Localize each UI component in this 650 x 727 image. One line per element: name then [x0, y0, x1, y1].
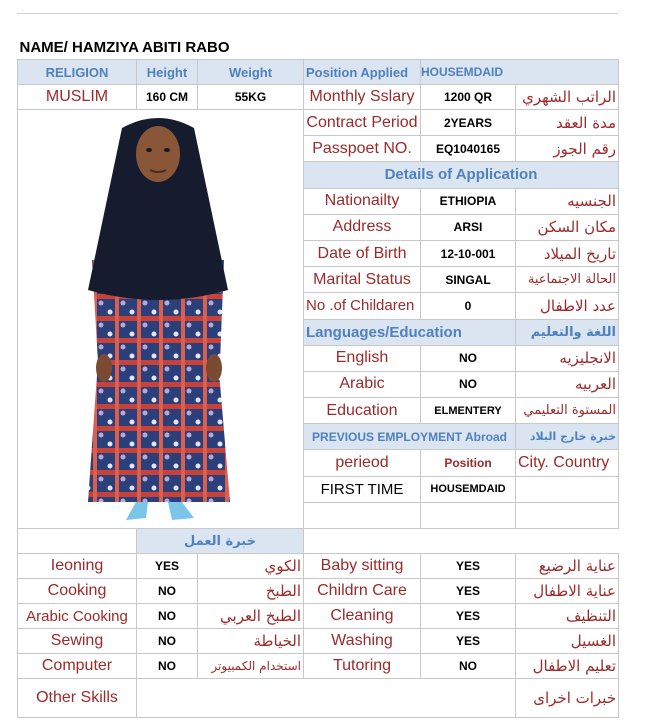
skill-left-value-3: NO: [137, 629, 198, 654]
skill-left-label-4: Computer: [18, 654, 137, 679]
lang-value-2: ELMENTERY: [421, 398, 516, 424]
contract-label-1: Contract Period: [304, 110, 421, 136]
skill-left-value-1: NO: [137, 579, 198, 604]
prev-position-value: HOUSEMDAID: [421, 476, 516, 502]
contract-label-0: Monthly Sslary: [304, 85, 421, 110]
detail-ar-0: الجنسيه: [516, 188, 619, 214]
prev-col-period: perieod: [304, 450, 421, 476]
weight-header: Weight: [198, 60, 304, 85]
detail-value-3: SINGAL: [421, 267, 516, 293]
detail-label-0: Nationailty: [304, 188, 421, 214]
detail-label-2: Date of Birth: [304, 240, 421, 266]
lang-label-2: Education: [304, 398, 421, 424]
languages-header: Languages/Education: [304, 319, 516, 345]
skill-right-ar-1: عناية الاطفال: [516, 579, 619, 604]
lang-value-0: NO: [421, 345, 516, 371]
skill-right-ar-3: الغسيل: [516, 629, 619, 654]
contract-ar-1: مدة العقد: [516, 110, 619, 136]
detail-ar-1: مكان السكن: [516, 214, 619, 240]
lang-label-0: English: [304, 345, 421, 371]
skill-right-label-0: Baby sitting: [304, 554, 421, 579]
skill-right-value-1: YES: [421, 579, 516, 604]
skill-right-label-3: Washing: [304, 629, 421, 654]
detail-ar-3: الحالة الاجتماعية: [516, 267, 619, 293]
skill-left-ar-2: الطبخ العربي: [198, 604, 304, 629]
detail-ar-4: عدد الاطفال: [516, 293, 619, 319]
other-skills-label: Other Skills: [18, 679, 137, 718]
top-gridline: [17, 13, 618, 14]
skill-left-label-2: Arabic Cooking: [18, 604, 137, 629]
skill-left-label-3: Sewing: [18, 629, 137, 654]
lang-value-1: NO: [421, 371, 516, 397]
skill-right-label-4: Tutoring: [304, 654, 421, 679]
application-table: [17, 35, 619, 718]
skill-right-value-3: YES: [421, 629, 516, 654]
lang-ar-2: المستوة التعليمي: [516, 398, 619, 424]
prev-country-value: [516, 476, 619, 502]
detail-value-1: ARSI: [421, 214, 516, 240]
skill-right-label-2: Cleaning: [304, 604, 421, 629]
skill-right-label-1: Childrn Care: [304, 579, 421, 604]
lang-ar-1: العربيه: [516, 371, 619, 397]
skill-left-ar-0: الكوي: [198, 554, 304, 579]
details-header: Details of Application: [304, 162, 619, 188]
skill-left-label-0: Ieoning: [18, 554, 137, 579]
detail-label-3: Marital Status: [304, 267, 421, 293]
application-sheet: [17, 35, 618, 718]
photo-figure: [18, 110, 300, 528]
skill-left-value-0: YES: [137, 554, 198, 579]
contract-value-2: EQ1040165: [421, 136, 516, 162]
detail-label-4: No .of Childaren: [304, 293, 421, 319]
other-skills-value: [137, 679, 516, 718]
contract-ar-0: الراتب الشهري: [516, 85, 619, 110]
lang-label-1: Arabic: [304, 371, 421, 397]
skill-right-ar-2: التنظيف: [516, 604, 619, 629]
skill-left-ar-1: الطبخ: [198, 579, 304, 604]
skill-right-ar-4: تعليم الاطفال: [516, 654, 619, 679]
skill-right-ar-0: عناية الرضيع: [516, 554, 619, 579]
skill-left-ar-3: الخياطة: [198, 629, 304, 654]
skill-left-label-1: Cooking: [18, 579, 137, 604]
detail-value-4: 0: [421, 293, 516, 319]
prev-col-position: Position: [421, 450, 516, 476]
skill-right-value-4: NO: [421, 654, 516, 679]
applicant-name: NAME/ HAMZIYA ABITI RABO: [18, 35, 421, 60]
languages-header-ar: اللغة والتعليم: [516, 319, 619, 345]
work-experience-header: خبرة العمل: [137, 529, 304, 554]
religion-value: MUSLIM: [18, 85, 137, 110]
skill-right-value-2: YES: [421, 604, 516, 629]
weight-value: 55KG: [198, 85, 304, 110]
height-header: Height: [137, 60, 198, 85]
skill-left-value-2: NO: [137, 604, 198, 629]
prev-period-value: FIRST TIME: [304, 476, 421, 502]
skill-left-ar-4: استخدام الكمبيوتر: [198, 654, 304, 679]
detail-value-0: ETHIOPIA: [421, 188, 516, 214]
lang-ar-0: الانجليزيه: [516, 345, 619, 371]
prev-col-country: City. Country: [516, 450, 619, 476]
skill-left-value-4: NO: [137, 654, 198, 679]
detail-ar-2: تاريخ الميلاد: [516, 240, 619, 266]
height-value: 160 CM: [137, 85, 198, 110]
contract-value-0: 1200 QR: [421, 85, 516, 110]
religion-header: RELIGION: [18, 60, 137, 85]
contract-label-2: Passpoet NO.: [304, 136, 421, 162]
previous-employment-header: PREVIOUS EMPLOYMENT Abroad: [304, 424, 516, 450]
other-skills-ar: خبرات اخراى: [516, 679, 619, 718]
applicant-photo: [18, 110, 304, 529]
contract-value-1: 2YEARS: [421, 110, 516, 136]
position-applied-value: HOUSEMDAID: [421, 60, 619, 85]
detail-value-2: 12-10-001: [421, 240, 516, 266]
skill-right-value-0: YES: [421, 554, 516, 579]
previous-employment-header-ar: خبرة خارج البلاد: [516, 424, 619, 450]
position-applied-header: Position Applied: [304, 60, 421, 85]
contract-ar-2: رقم الجوز: [516, 136, 619, 162]
detail-label-1: Address: [304, 214, 421, 240]
